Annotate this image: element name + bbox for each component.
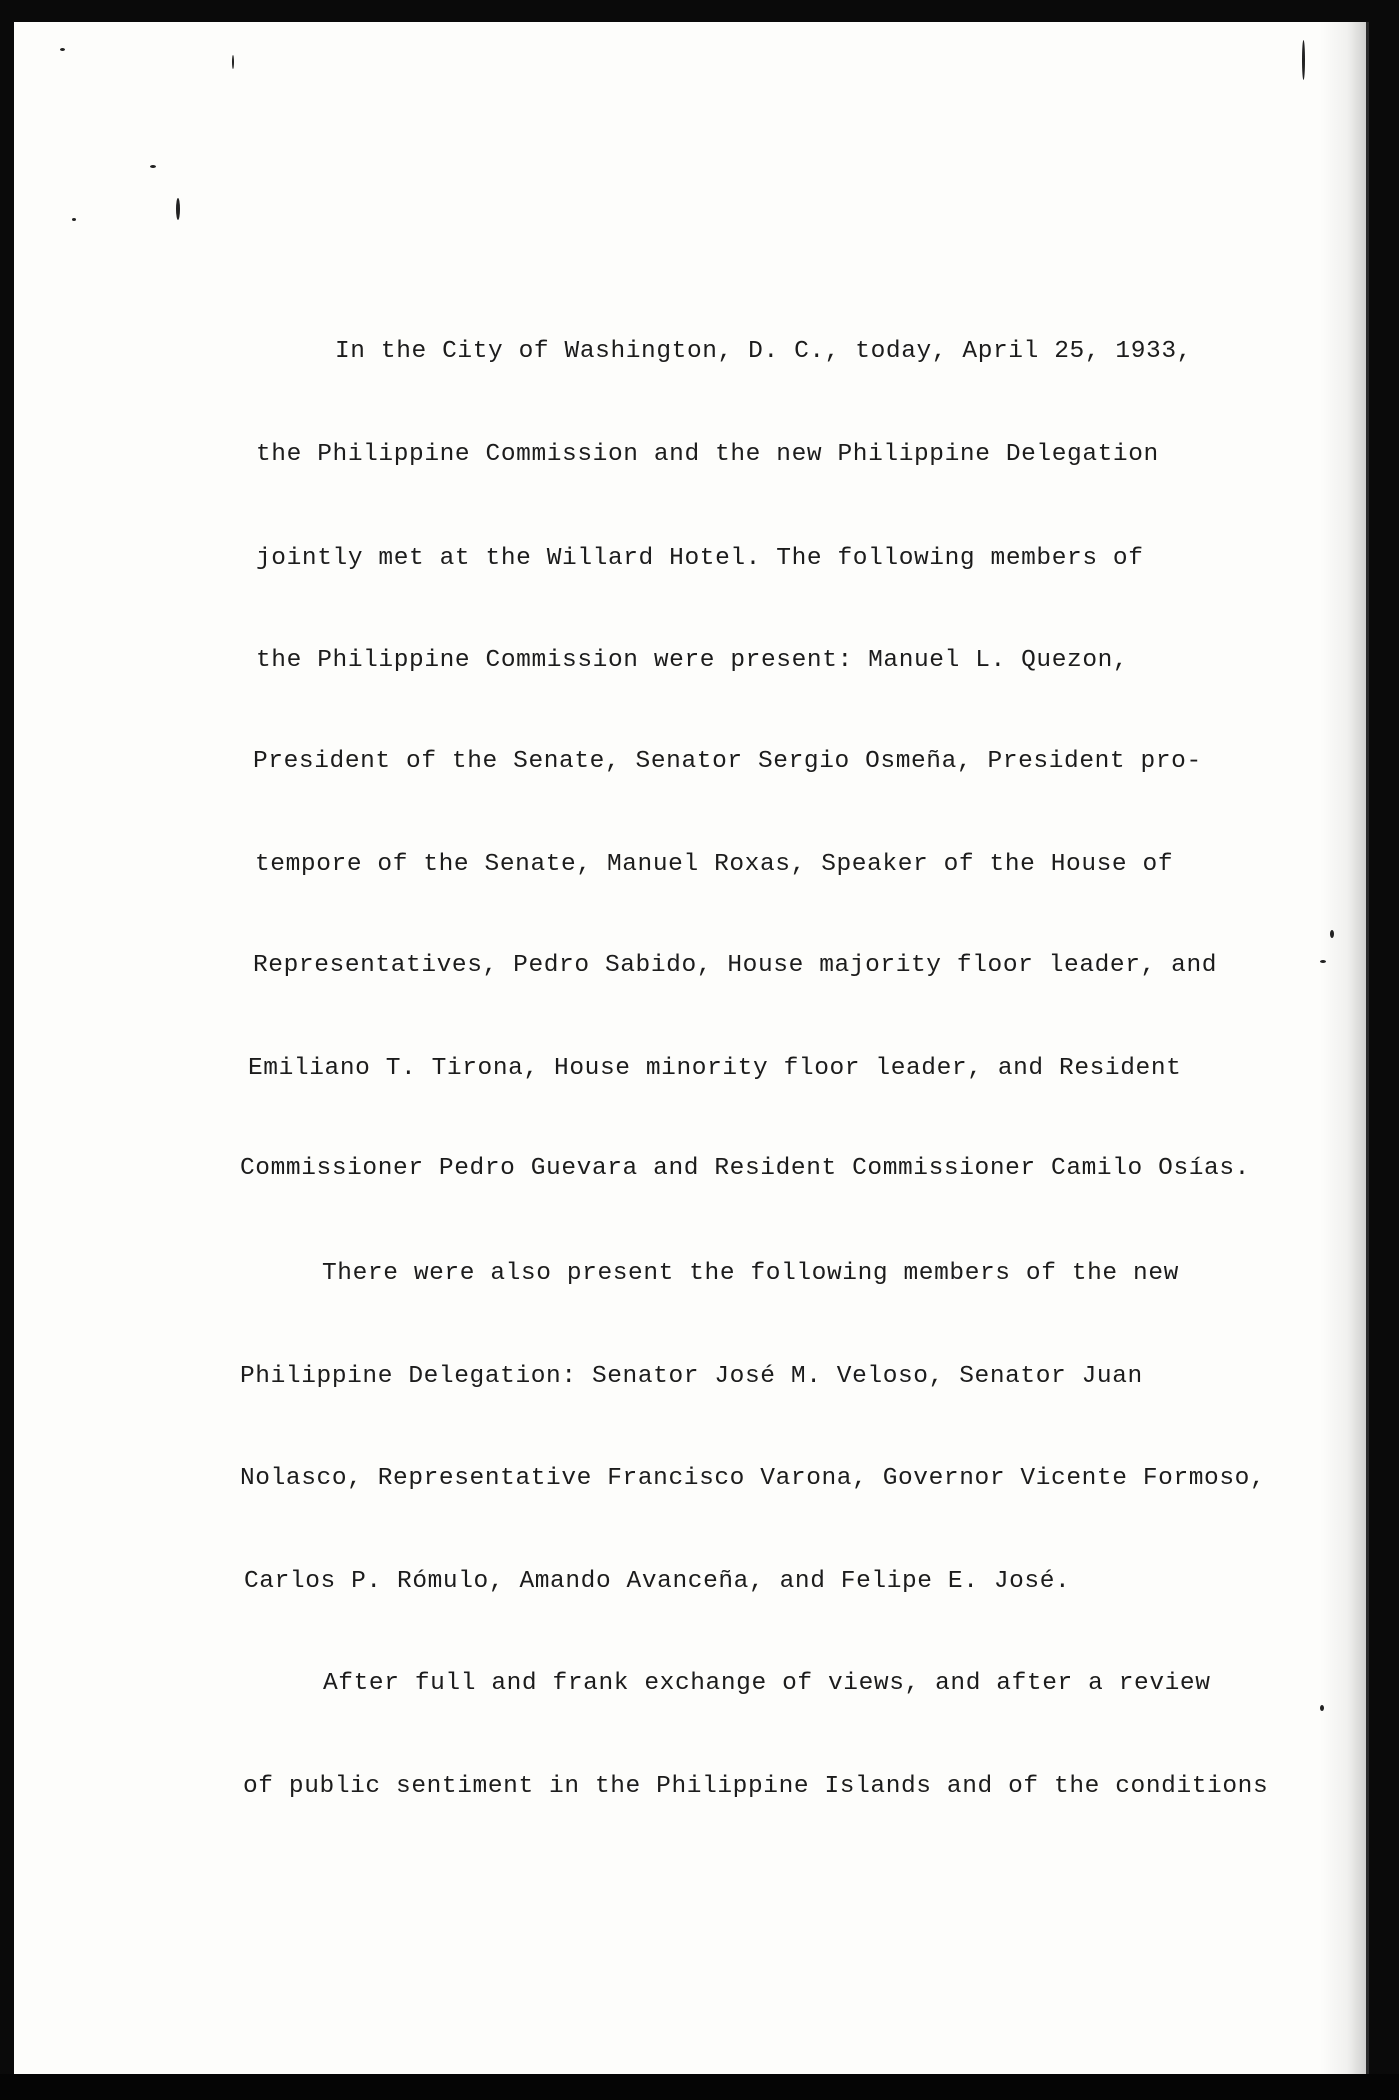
text-line-12: Nolasco, Representative Francisco Varona, Governor Vicente Formoso, [240,1465,1266,1492]
text-line-14: After full and frank exchange of views, and after a review [323,1670,1211,1697]
scan-speck [1320,960,1326,963]
scan-speck [1320,1705,1324,1711]
scan-speck [232,55,234,69]
text-line-13: Carlos P. Rómulo, Amando Avanceña, and Felipe E. José. [244,1568,1071,1595]
text-line-9: Commissioner Pedro Guevara and Resident Commissioner Camilo Osías. [240,1155,1250,1182]
scan-speck [1330,930,1334,938]
text-line-1: In the City of Washington, D. C., today, April 25, 1933, [335,338,1192,365]
text-line-8: Emiliano T. Tirona, House minority floor leader, and Resident [248,1055,1182,1082]
scan-bottom-border [0,2074,1399,2100]
text-line-7: Representatives, Pedro Sabido, House majority floor leader, and [253,952,1218,979]
text-line-10: There were also present the following members of the new [322,1260,1179,1287]
scan-speck [72,218,76,221]
scan-speck [1302,40,1305,80]
scan-speck [150,165,156,168]
text-line-4: the Philippine Commission were present: Manuel L. Quezon, [256,647,1129,674]
text-line-6: tempore of the Senate, Manuel Roxas, Speaker of the House of [255,851,1174,878]
text-line-15: of public sentiment in the Philippine Islands and of the conditions [243,1773,1269,1800]
scan-speck [60,48,65,51]
text-line-2: the Philippine Commission and the new Philippine Delegation [256,441,1159,468]
paper-right-edge-shadow [1320,22,1366,2074]
text-line-3: jointly met at the Willard Hotel. The following members of [256,545,1144,572]
paper-sheet [14,22,1369,2074]
text-line-11: Philippine Delegation: Senator José M. Veloso, Senator Juan [240,1363,1143,1390]
text-line-5: President of the Senate, Senator Sergio Osmeña, President pro- [253,748,1202,775]
scan-speck [176,198,180,220]
